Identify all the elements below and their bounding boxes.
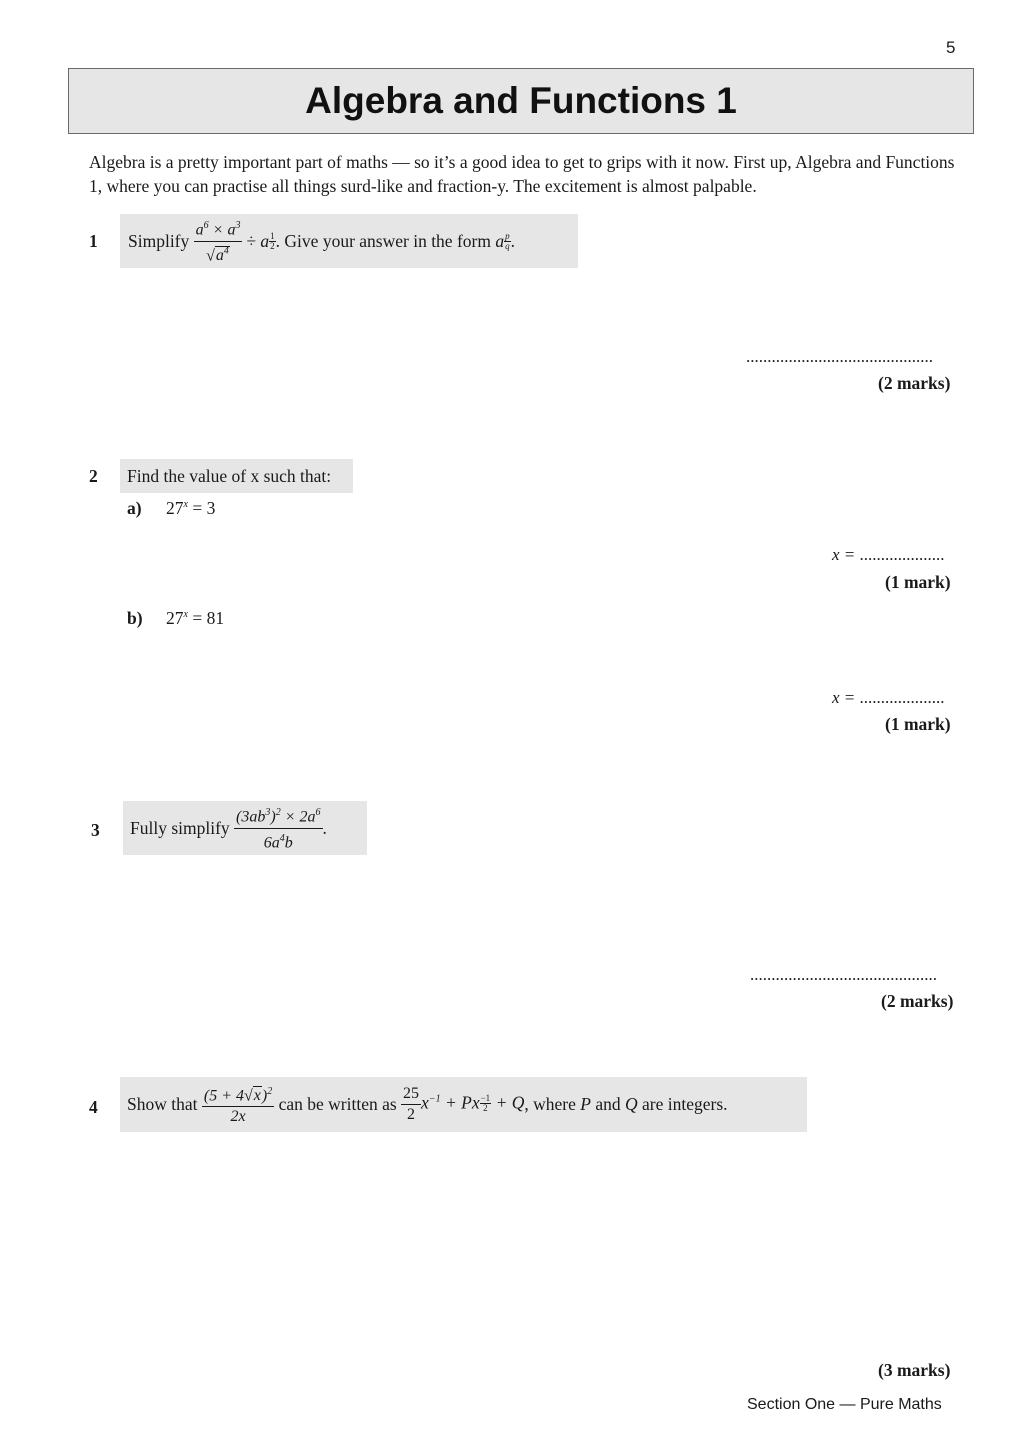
question-3-prefix: Fully simplify bbox=[130, 817, 230, 838]
page-number: 5 bbox=[946, 38, 956, 57]
question-3-number: 3 bbox=[91, 820, 100, 840]
section-footer: Section One — Pure Maths bbox=[747, 1396, 942, 1413]
question-4-lhs: $\frac{(5 + 4√x)^2}{2x}$ bbox=[202, 1083, 274, 1126]
question-4-rhs: $\frac{25}{2}$ $x^{-1} + Px$ $\frac{-1}{2}$ + Q bbox=[403, 1085, 525, 1123]
page-title: Algebra and Functions 1 bbox=[305, 80, 737, 121]
question-4-number: 4 bbox=[89, 1097, 98, 1117]
question-3-expression: $\frac{(3ab^3)^2 \times 2a^6}{6a^4b}$ bbox=[234, 804, 322, 852]
question-1-answer-line: ............................................ bbox=[746, 347, 933, 366]
question-4-marks: (3 marks) bbox=[878, 1360, 951, 1380]
question-3-answer-line: ............................................ bbox=[750, 965, 937, 984]
question-2-number: 2 bbox=[89, 466, 98, 486]
question-1-marks: (2 marks) bbox=[878, 373, 951, 393]
question-4-prefix: Show that bbox=[127, 1094, 198, 1114]
question-2a-answer: x = .................... bbox=[832, 545, 945, 564]
question-1-expression: $\frac{a^6 \times a^3}{√a^4}$ bbox=[194, 217, 243, 265]
question-2-prompt: Find the value of x such that: bbox=[120, 459, 353, 493]
question-1-mid-text: . Give your answer in the form bbox=[275, 230, 491, 251]
question-1-form: a $\frac{p}{q}$ bbox=[495, 230, 510, 251]
question-1-number: 1 bbox=[89, 231, 98, 251]
question-2a-label: a) bbox=[127, 498, 142, 518]
question-2b-label: b) bbox=[127, 608, 143, 628]
question-1-prefix: Simplify bbox=[128, 230, 190, 251]
intro-paragraph: Algebra is a pretty important part of maths — so it’s a good idea to get to grips with it now. First up, Algebra and Functions 1, where you can practise all things surd-like and fraction-y. The excitement is almost palpable. bbox=[89, 152, 955, 196]
question-4-mid: can be written as bbox=[278, 1094, 397, 1114]
title-banner bbox=[68, 68, 974, 134]
question-3-box: Fully simplify $\frac{(3ab^3)^2 \times 2a^6}{6a^4b}$ . bbox=[123, 801, 367, 855]
question-2a-equation: 27$^x$ = 3 bbox=[166, 498, 216, 518]
question-2b-answer: x = .................... bbox=[832, 688, 945, 707]
question-1-box: Simplify $\frac{a^6 \times a^3}{√a^4}$ ÷ a $\frac{1}{2}$ . Give your answer in the form a $\frac{p}{q}$ . bbox=[120, 214, 578, 268]
question-2b-equation: 27$^x$ = 81 bbox=[166, 608, 225, 628]
question-3-marks: (2 marks) bbox=[881, 991, 954, 1011]
question-2a-marks: (1 mark) bbox=[885, 572, 951, 592]
question-4-box: Show that $\frac{(5 + 4√x)^2}{2x}$ can be written as $\frac{25}{2}$ $x^{-1} + Px$ $\frac{-1}{2}$ + Q , where P and Q are integers. bbox=[120, 1077, 807, 1132]
question-2b-marks: (1 mark) bbox=[885, 714, 951, 734]
